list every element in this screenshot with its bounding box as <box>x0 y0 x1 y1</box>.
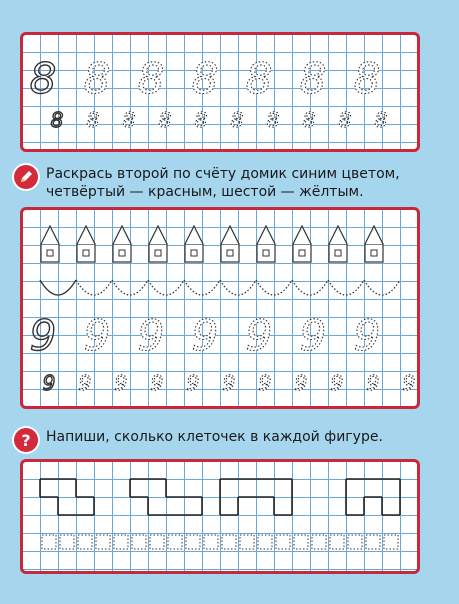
answer-cell <box>96 535 110 549</box>
digit-8-trace-small: 8 <box>302 108 316 132</box>
digit-8-trace-small: 8 <box>266 108 280 132</box>
answer-cell <box>276 535 290 549</box>
figure-2 <box>130 479 202 515</box>
house-6 <box>221 226 239 262</box>
digit-9-trace-small: 9 <box>150 371 164 395</box>
digit-8-trace-large: 8 <box>299 54 327 103</box>
answer-cell <box>348 535 362 549</box>
digit-8-trace-small: 8 <box>158 108 172 132</box>
answer-cell <box>258 535 272 549</box>
digit-9-trace-small: 9 <box>294 371 308 395</box>
answer-cell <box>204 535 218 549</box>
digit-9-trace-large: 9 <box>137 311 165 360</box>
house-8 <box>293 226 311 262</box>
digit-8-trace-small: 8 <box>122 108 136 132</box>
digit-9-trace-small: 9 <box>330 371 344 395</box>
figure-1 <box>40 479 94 515</box>
digit-9-trace-large: 9 <box>245 311 273 360</box>
task-coloring-line-1: Раскрась второй по счёту домик синим цветом, <box>46 166 400 182</box>
house-10 <box>365 226 383 262</box>
digit-8-trace-large: 8 <box>137 54 165 103</box>
answer-cell <box>78 535 92 549</box>
houses-and-digit-9-panel <box>20 207 420 409</box>
digit-8-sample-small: 8 <box>50 108 64 132</box>
digit-9-trace-large: 9 <box>353 311 381 360</box>
digit-9-trace-small: 9 <box>222 371 236 395</box>
answer-cell <box>312 535 326 549</box>
question-icon: ? <box>14 428 38 452</box>
figure-3 <box>220 479 292 515</box>
digit-9-trace-large: 9 <box>299 311 327 360</box>
digit-9-trace-small: 9 <box>402 371 416 395</box>
digit-8-trace-small: 8 <box>86 108 100 132</box>
answer-cell <box>366 535 380 549</box>
house-9 <box>329 226 347 262</box>
arc-trace <box>328 280 364 295</box>
digit-9-trace-small: 9 <box>114 371 128 395</box>
arc-trace <box>256 280 292 295</box>
digit-8-trace-large: 8 <box>83 54 111 103</box>
digit-8-trace-small: 8 <box>194 108 208 132</box>
digit-9-trace-small: 9 <box>186 371 200 395</box>
pencil-icon <box>14 165 38 189</box>
digit-8-practice-panel <box>20 32 420 152</box>
answer-cell <box>168 535 182 549</box>
arc-trace <box>184 280 220 295</box>
task-coloring-text <box>46 165 400 201</box>
figures-grid <box>23 462 420 574</box>
house-5 <box>185 226 203 262</box>
digit-9-trace-large: 9 <box>83 311 111 360</box>
task-coloring-line-2: четвёртый — красным, шестой — жёлтым. <box>46 184 364 200</box>
digit-9-trace-small: 9 <box>258 371 272 395</box>
arc-trace <box>112 280 148 295</box>
house-4 <box>149 226 167 262</box>
task-count-cells <box>14 428 444 452</box>
house-1 <box>41 226 59 262</box>
arc-sample <box>40 280 76 295</box>
answer-cell <box>330 535 344 549</box>
answer-cell <box>186 535 200 549</box>
digit-8-trace-large: 8 <box>245 54 273 103</box>
answer-cell <box>114 535 128 549</box>
answer-cell <box>240 535 254 549</box>
arc-trace <box>76 280 112 295</box>
task-coloring-houses <box>14 165 444 201</box>
arc-trace <box>220 280 256 295</box>
answer-cell <box>222 535 236 549</box>
digit-8-sample-large: 8 <box>29 54 57 103</box>
answer-cell <box>132 535 146 549</box>
digit-9-trace-large: 9 <box>191 311 219 360</box>
arc-trace <box>148 280 184 295</box>
digit-8-grid <box>23 35 420 152</box>
count-cells-panel <box>20 459 420 574</box>
digit-9-sample-small: 9 <box>42 371 56 395</box>
house-3 <box>113 226 131 262</box>
house-7 <box>257 226 275 262</box>
answer-cell <box>150 535 164 549</box>
answer-cell <box>294 535 308 549</box>
digit-8-trace-small: 8 <box>374 108 388 132</box>
answer-cell <box>384 535 398 549</box>
arc-trace <box>292 280 328 295</box>
answer-cell <box>42 535 56 549</box>
digit-8-trace-large: 8 <box>353 54 381 103</box>
digit-8-trace-small: 8 <box>338 108 352 132</box>
arc-trace <box>364 280 400 295</box>
digit-9-trace-small: 9 <box>366 371 380 395</box>
task-count-cells-text: Напиши, сколько клеточек в каждой фигуре. <box>46 429 383 445</box>
digit-9-trace-small: 9 <box>78 371 92 395</box>
answer-cell <box>60 535 74 549</box>
digit-8-trace-large: 8 <box>191 54 219 103</box>
houses-digit-9-grid <box>23 210 420 409</box>
figure-4 <box>346 479 400 515</box>
house-2 <box>77 226 95 262</box>
digit-9-sample-large: 9 <box>29 311 57 360</box>
digit-8-trace-small: 8 <box>230 108 244 132</box>
